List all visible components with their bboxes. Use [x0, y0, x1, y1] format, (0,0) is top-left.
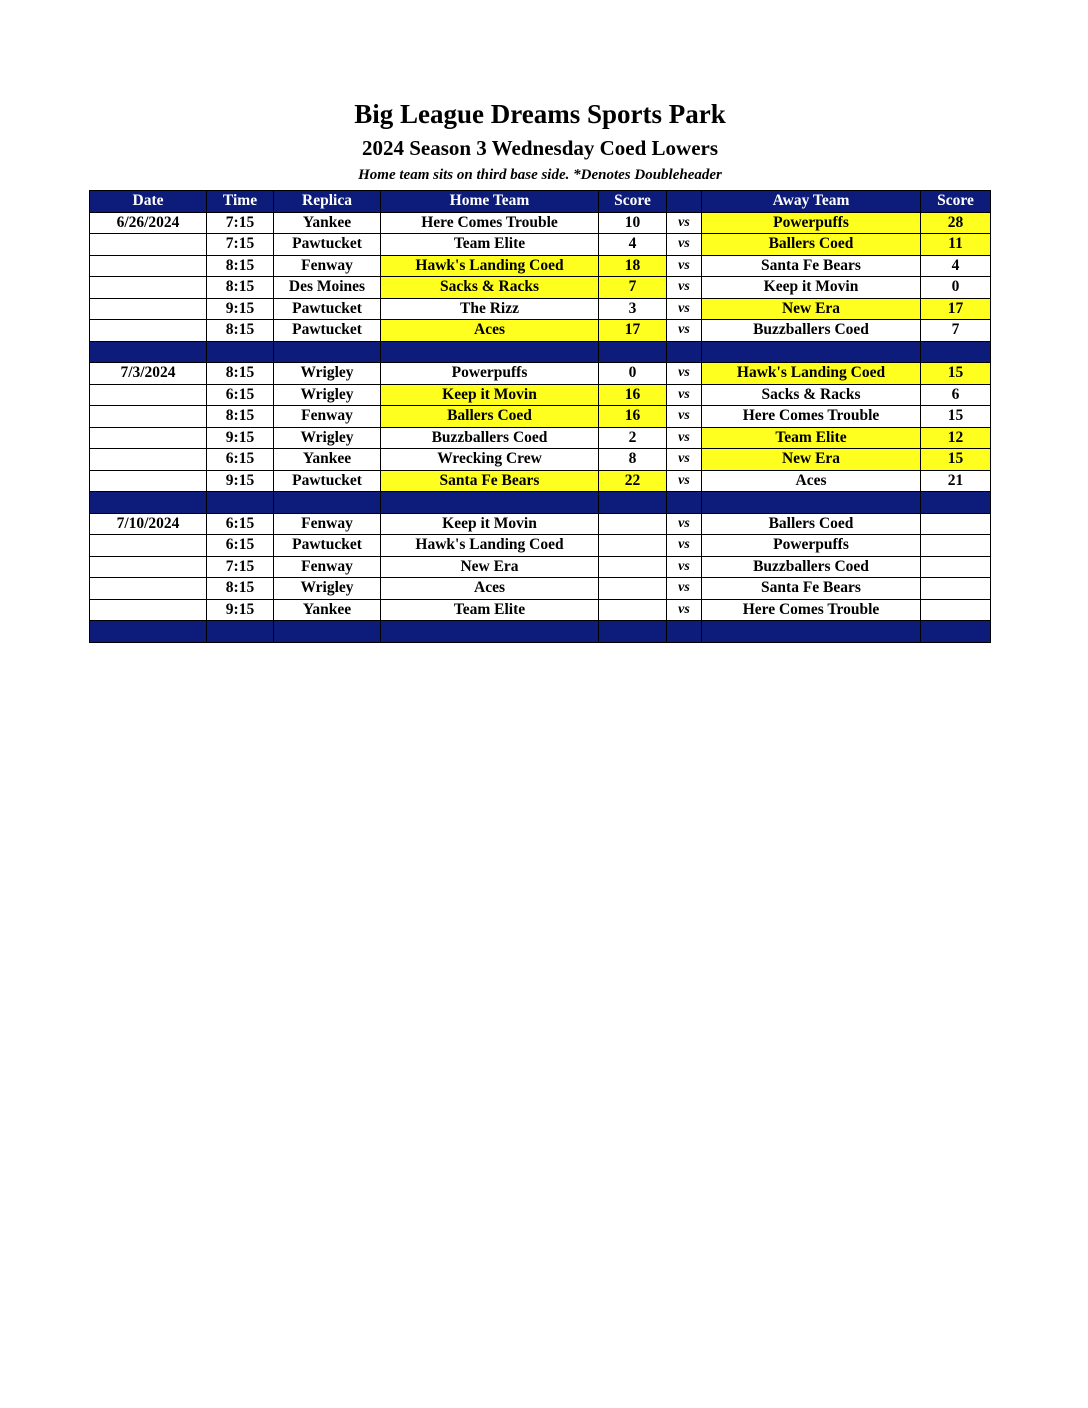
separator-cell: [90, 341, 207, 363]
away-team-cell: New Era: [702, 449, 921, 471]
separator-cell: [90, 492, 207, 514]
away-score-cell: 28: [921, 212, 991, 234]
home-score-cell: 17: [599, 320, 667, 342]
home-team-cell: Sacks & Racks: [381, 277, 599, 299]
game-row: [90, 427, 991, 449]
date-cell: [90, 234, 207, 256]
time-cell: 8:15: [207, 578, 274, 600]
away-team-cell: Hawk's Landing Coed: [702, 363, 921, 385]
schedule-table: [89, 190, 991, 643]
home-score-cell: 10: [599, 212, 667, 234]
game-row: [90, 320, 991, 342]
home-score-cell: [599, 513, 667, 535]
date-cell: 6/26/2024: [90, 212, 207, 234]
time-cell: 7:15: [207, 212, 274, 234]
vs-cell: vs: [667, 298, 702, 320]
time-cell: 7:15: [207, 556, 274, 578]
replica-cell: Yankee: [274, 212, 381, 234]
date-cell: [90, 556, 207, 578]
away-score-cell: [921, 599, 991, 621]
away-team-cell: Buzzballers Coed: [702, 320, 921, 342]
date-cell: 7/3/2024: [90, 363, 207, 385]
home-team-cell: New Era: [381, 556, 599, 578]
separator-cell: [599, 341, 667, 363]
home-score-cell: 0: [599, 363, 667, 385]
away-score-cell: 15: [921, 406, 991, 428]
separator-cell: [381, 341, 599, 363]
replica-cell: Pawtucket: [274, 535, 381, 557]
home-score-cell: 16: [599, 406, 667, 428]
col-header-replica: Replica: [274, 191, 381, 213]
home-team-cell: Keep it Movin: [381, 513, 599, 535]
header-row: [90, 191, 991, 213]
vs-cell: vs: [667, 556, 702, 578]
home-score-cell: 2: [599, 427, 667, 449]
separator-cell: [702, 341, 921, 363]
separator-cell: [921, 341, 991, 363]
home-team-cell: Wrecking Crew: [381, 449, 599, 471]
away-score-cell: 11: [921, 234, 991, 256]
game-row: [90, 255, 991, 277]
vs-cell: vs: [667, 277, 702, 299]
home-team-cell: Santa Fe Bears: [381, 470, 599, 492]
away-team-cell: Ballers Coed: [702, 513, 921, 535]
col-header-time: Time: [207, 191, 274, 213]
away-team-cell: Team Elite: [702, 427, 921, 449]
home-team-cell: Hawk's Landing Coed: [381, 535, 599, 557]
home-team-cell: Team Elite: [381, 599, 599, 621]
game-row: [90, 578, 991, 600]
vs-cell: vs: [667, 320, 702, 342]
away-score-cell: 12: [921, 427, 991, 449]
replica-cell: Wrigley: [274, 427, 381, 449]
date-cell: [90, 578, 207, 600]
vs-cell: vs: [667, 449, 702, 471]
time-cell: 8:15: [207, 277, 274, 299]
home-score-cell: [599, 578, 667, 600]
replica-cell: Wrigley: [274, 384, 381, 406]
separator-cell: [702, 621, 921, 643]
game-row: [90, 212, 991, 234]
away-team-cell: Sacks & Racks: [702, 384, 921, 406]
col-header-away-score: Score: [921, 191, 991, 213]
home-score-cell: 8: [599, 449, 667, 471]
away-team-cell: Here Comes Trouble: [702, 406, 921, 428]
game-row: [90, 556, 991, 578]
away-team-cell: Santa Fe Bears: [702, 578, 921, 600]
vs-cell: vs: [667, 212, 702, 234]
game-row: [90, 363, 991, 385]
time-cell: 9:15: [207, 298, 274, 320]
col-header-home-score: Score: [599, 191, 667, 213]
home-team-cell: Here Comes Trouble: [381, 212, 599, 234]
col-header-away-team: Away Team: [702, 191, 921, 213]
separator-cell: [667, 341, 702, 363]
home-team-cell: The Rizz: [381, 298, 599, 320]
vs-cell: vs: [667, 384, 702, 406]
separator-cell: [274, 621, 381, 643]
game-row: [90, 298, 991, 320]
separator-cell: [921, 621, 991, 643]
game-row: [90, 449, 991, 471]
game-row: [90, 384, 991, 406]
away-score-cell: [921, 578, 991, 600]
date-cell: [90, 427, 207, 449]
replica-cell: Des Moines: [274, 277, 381, 299]
away-score-cell: 15: [921, 363, 991, 385]
separator-cell: [274, 492, 381, 514]
replica-cell: Wrigley: [274, 578, 381, 600]
separator-cell: [599, 621, 667, 643]
home-team-cell: Keep it Movin: [381, 384, 599, 406]
replica-cell: Yankee: [274, 599, 381, 621]
replica-cell: Fenway: [274, 255, 381, 277]
home-team-cell: Team Elite: [381, 234, 599, 256]
home-score-cell: 16: [599, 384, 667, 406]
home-score-cell: 3: [599, 298, 667, 320]
replica-cell: Pawtucket: [274, 470, 381, 492]
away-team-cell: Ballers Coed: [702, 234, 921, 256]
away-score-cell: [921, 535, 991, 557]
replica-cell: Wrigley: [274, 363, 381, 385]
schedule-note: Home team sits on third base side. *Denotes Doubleheader: [358, 167, 722, 183]
home-team-cell: Hawk's Landing Coed: [381, 255, 599, 277]
game-row: [90, 599, 991, 621]
date-cell: [90, 277, 207, 299]
separator-row: [90, 341, 991, 363]
page-title: Big League Dreams Sports Park: [354, 99, 726, 129]
home-score-cell: [599, 535, 667, 557]
vs-cell: vs: [667, 513, 702, 535]
page-subtitle: 2024 Season 3 Wednesday Coed Lowers: [361, 136, 719, 160]
home-score-cell: 22: [599, 470, 667, 492]
date-cell: [90, 384, 207, 406]
home-team-cell: Aces: [381, 320, 599, 342]
vs-cell: vs: [667, 535, 702, 557]
date-cell: [90, 470, 207, 492]
home-score-cell: 4: [599, 234, 667, 256]
away-score-cell: 17: [921, 298, 991, 320]
vs-cell: vs: [667, 255, 702, 277]
home-score-cell: [599, 599, 667, 621]
separator-cell: [274, 341, 381, 363]
date-cell: [90, 298, 207, 320]
separator-cell: [207, 621, 274, 643]
time-cell: 6:15: [207, 535, 274, 557]
date-cell: [90, 599, 207, 621]
replica-cell: Yankee: [274, 449, 381, 471]
home-team-cell: Ballers Coed: [381, 406, 599, 428]
game-row: [90, 513, 991, 535]
away-team-cell: Buzzballers Coed: [702, 556, 921, 578]
away-team-cell: Keep it Movin: [702, 277, 921, 299]
away-score-cell: 15: [921, 449, 991, 471]
time-cell: 8:15: [207, 320, 274, 342]
away-score-cell: 4: [921, 255, 991, 277]
home-team-cell: Powerpuffs: [381, 363, 599, 385]
away-score-cell: 6: [921, 384, 991, 406]
time-cell: 7:15: [207, 234, 274, 256]
separator-cell: [381, 621, 599, 643]
separator-cell: [90, 621, 207, 643]
game-row: [90, 470, 991, 492]
away-team-cell: Here Comes Trouble: [702, 599, 921, 621]
away-score-cell: 0: [921, 277, 991, 299]
game-row: [90, 277, 991, 299]
away-score-cell: 21: [921, 470, 991, 492]
separator-cell: [207, 492, 274, 514]
separator-cell: [667, 492, 702, 514]
replica-cell: Fenway: [274, 406, 381, 428]
away-team-cell: Powerpuffs: [702, 535, 921, 557]
vs-cell: vs: [667, 427, 702, 449]
time-cell: 6:15: [207, 449, 274, 471]
date-cell: [90, 255, 207, 277]
time-cell: 9:15: [207, 427, 274, 449]
vs-cell: vs: [667, 406, 702, 428]
col-header-vs: [667, 191, 702, 213]
vs-cell: vs: [667, 363, 702, 385]
separator-cell: [702, 492, 921, 514]
vs-cell: vs: [667, 470, 702, 492]
away-team-cell: Aces: [702, 470, 921, 492]
date-cell: [90, 449, 207, 471]
replica-cell: Pawtucket: [274, 234, 381, 256]
time-cell: 9:15: [207, 599, 274, 621]
replica-cell: Fenway: [274, 513, 381, 535]
date-cell: 7/10/2024: [90, 513, 207, 535]
separator-row: [90, 492, 991, 514]
time-cell: 8:15: [207, 363, 274, 385]
separator-cell: [599, 492, 667, 514]
game-row: [90, 535, 991, 557]
replica-cell: Pawtucket: [274, 298, 381, 320]
home-team-cell: Aces: [381, 578, 599, 600]
separator-row: [90, 621, 991, 643]
date-cell: [90, 406, 207, 428]
home-score-cell: 18: [599, 255, 667, 277]
col-header-home-team: Home Team: [381, 191, 599, 213]
time-cell: 8:15: [207, 406, 274, 428]
vs-cell: vs: [667, 234, 702, 256]
separator-cell: [921, 492, 991, 514]
away-team-cell: Santa Fe Bears: [702, 255, 921, 277]
away-team-cell: New Era: [702, 298, 921, 320]
time-cell: 9:15: [207, 470, 274, 492]
vs-cell: vs: [667, 578, 702, 600]
replica-cell: Fenway: [274, 556, 381, 578]
separator-cell: [667, 621, 702, 643]
time-cell: 6:15: [207, 384, 274, 406]
separator-cell: [207, 341, 274, 363]
time-cell: 6:15: [207, 513, 274, 535]
col-header-date: Date: [90, 191, 207, 213]
date-cell: [90, 320, 207, 342]
away-score-cell: 7: [921, 320, 991, 342]
away-team-cell: Powerpuffs: [702, 212, 921, 234]
home-score-cell: 7: [599, 277, 667, 299]
replica-cell: Pawtucket: [274, 320, 381, 342]
game-row: [90, 234, 991, 256]
separator-cell: [381, 492, 599, 514]
home-score-cell: [599, 556, 667, 578]
schedule-body: [90, 212, 991, 642]
away-score-cell: [921, 556, 991, 578]
home-team-cell: Buzzballers Coed: [381, 427, 599, 449]
date-cell: [90, 535, 207, 557]
game-row: [90, 406, 991, 428]
time-cell: 8:15: [207, 255, 274, 277]
vs-cell: vs: [667, 599, 702, 621]
away-score-cell: [921, 513, 991, 535]
